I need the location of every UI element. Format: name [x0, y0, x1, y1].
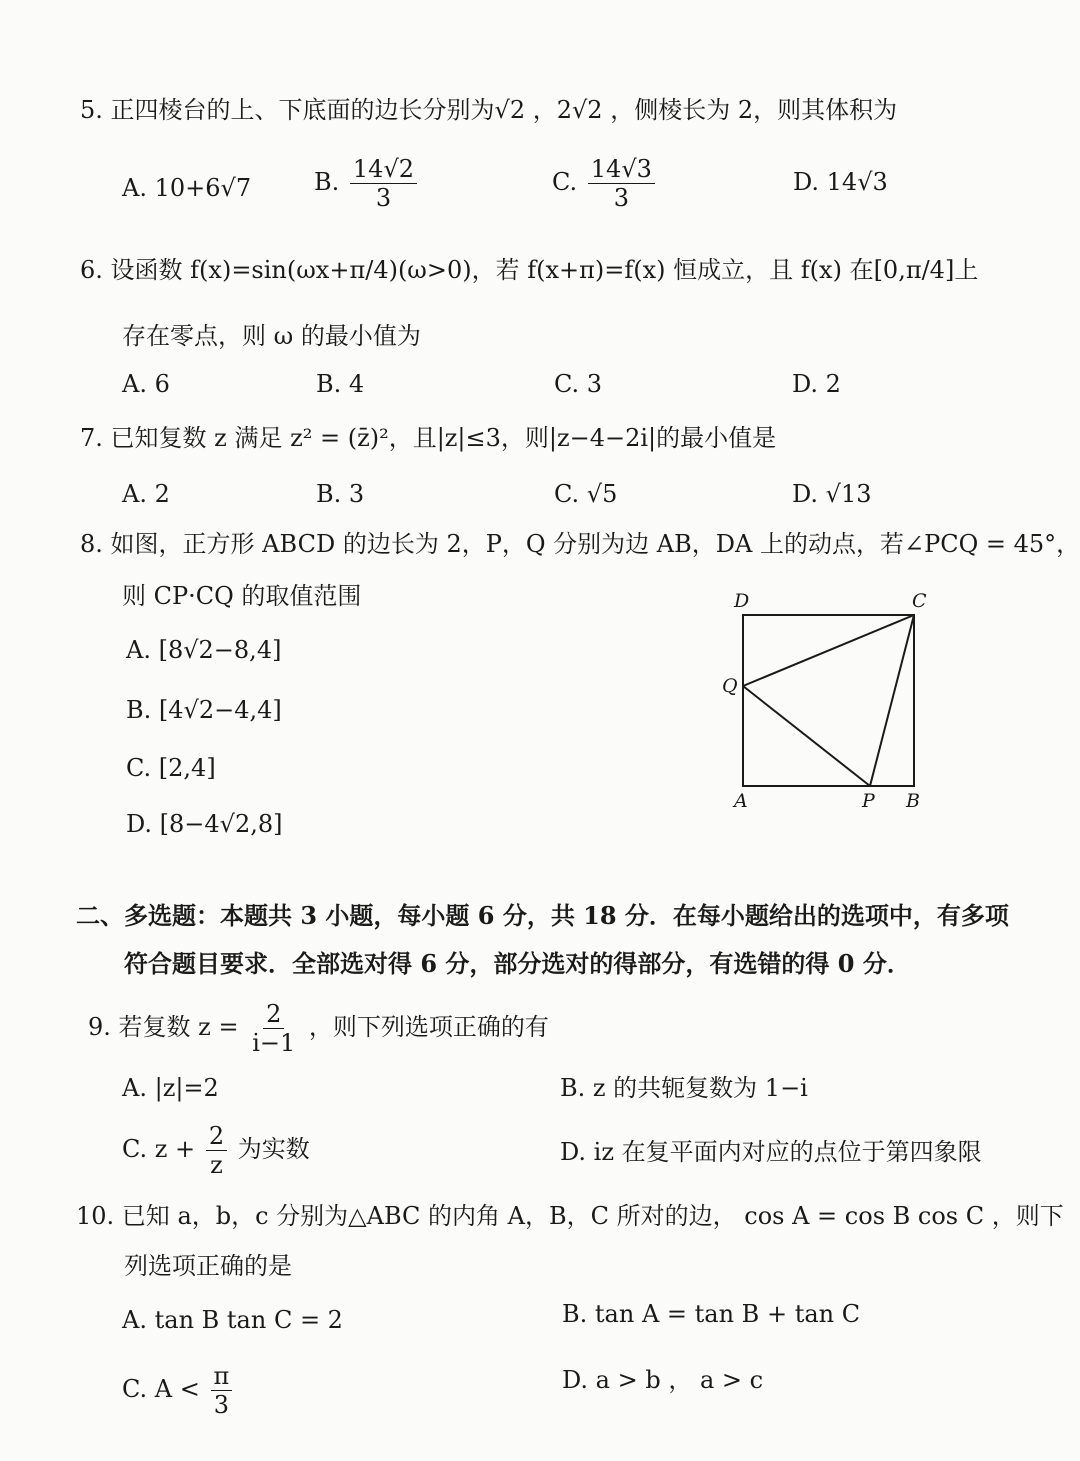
option-value: [2,4] [158, 754, 216, 782]
fraction [211, 1362, 233, 1419]
option-label: D. [792, 480, 819, 508]
option-value: [4√2−4,4] [158, 696, 282, 724]
q6-option-d [792, 368, 841, 400]
q6-option-c [554, 368, 602, 400]
label-a: A [734, 790, 748, 812]
segment-qc [743, 615, 914, 686]
label-p: P [862, 790, 875, 812]
option-label: B. [560, 1074, 586, 1102]
q7-option-b [316, 478, 364, 510]
option-value: 3 [586, 370, 603, 398]
fraction-denominator: i−1 [252, 1029, 296, 1057]
option-value: z 的共轭复数为 1−i [592, 1074, 808, 1102]
q9-stem-pre: 若复数 z = [118, 1013, 239, 1041]
option-label: A. [122, 480, 147, 508]
option-value: z + [154, 1135, 196, 1163]
fraction-denominator: 3 [613, 184, 629, 212]
fraction [206, 1122, 227, 1179]
option-value: a > b ， a > c [595, 1366, 764, 1394]
option-label: D. [126, 810, 153, 838]
option-value: 为实数 [237, 1135, 310, 1163]
option-label: C. [554, 480, 580, 508]
fraction [350, 155, 417, 212]
option-label: B. [562, 1300, 588, 1328]
option-label: C. [554, 370, 580, 398]
q8-option-b [126, 694, 282, 726]
q7-stem: 已知复数 z 满足 z² = (z̄)²，且|z|≤3，则|z−4−2i|的最小值是 [110, 424, 777, 452]
option-label: B. [126, 696, 152, 724]
q10-number: 10. [76, 1202, 115, 1230]
q5-number: 5. [80, 96, 103, 124]
fraction [588, 155, 655, 212]
fraction-denominator: z [210, 1151, 223, 1179]
q7-option-c [554, 478, 617, 510]
q6-number: 6. [80, 256, 103, 284]
option-value: A < [154, 1375, 200, 1403]
q6-stem-1: 设函数 f(x)=sin(ωx+π/4)(ω>0)，若 f(x+π)=f(x) 恒成立，且 f(x) 在[0,π/4]上 [110, 256, 979, 284]
option-value: iz 在复平面内对应的点位于第四象限 [593, 1138, 982, 1166]
q8-option-c [126, 752, 216, 784]
option-label: C. [126, 754, 152, 782]
q7-number: 7. [80, 424, 103, 452]
q6-option-a [122, 368, 170, 400]
q10-stem-line-1 [76, 1200, 1064, 1232]
q5-option-a [122, 172, 251, 204]
q10-option-b [562, 1298, 860, 1330]
q9-number: 9. [88, 1013, 111, 1041]
option-value: tan A = tan B + tan C [594, 1300, 861, 1328]
option-value: [8√2−8,4] [158, 636, 282, 664]
label-d: D [734, 590, 750, 612]
label-c: C [912, 590, 927, 612]
q5-stem-line [80, 94, 897, 126]
fraction-numerator: 2 [206, 1122, 227, 1151]
option-label: C. [122, 1375, 148, 1403]
option-label: A. [126, 636, 151, 664]
segment-qp [743, 686, 870, 786]
q9-option-c [122, 1122, 310, 1179]
q9-stem-post: ，则下列选项正确的有 [308, 1013, 549, 1041]
q5-stem: 正四棱台的上、下底面的边长分别为√2 ，2√2 ，侧棱长为 2，则其体积为 [110, 96, 898, 124]
q5-option-d [793, 166, 888, 198]
q10-option-c [122, 1362, 235, 1419]
q10-option-d [562, 1364, 763, 1396]
section2-heading-1: 二、多选题：本题共 3 小题，每小题 6 分，共 18 分．在每小题给出的选项中，有多项 [76, 901, 1009, 930]
option-label: A. [122, 1306, 147, 1334]
option-label: C. [122, 1135, 148, 1163]
square-abcd [743, 615, 914, 786]
fraction [249, 1000, 298, 1057]
q8-stem-line-1 [80, 528, 1080, 560]
option-label: A. [122, 1074, 147, 1102]
q6-stem-line-2: 存在零点，则 ω 的最小值为 [122, 322, 421, 350]
option-label: D. [793, 168, 820, 196]
fraction-numerator: 14√3 [588, 155, 655, 184]
option-value: |z|=2 [154, 1074, 219, 1102]
q9-stem-line [88, 1000, 549, 1057]
option-label: B. [316, 370, 342, 398]
q8-option-a [126, 634, 281, 666]
option-value: tan B tan C = 2 [154, 1306, 343, 1334]
fraction-numerator: 2 [263, 1000, 284, 1029]
q6-stem-line-1 [80, 254, 978, 286]
segment-cp [870, 615, 914, 786]
q6-option-b [316, 368, 364, 400]
q10-stem-1: 已知 a，b，c 分别为△ABC 的内角 A，B，C 所对的边， cos A = cos B cos C ，则下 [121, 1202, 1064, 1230]
q5-option-b [314, 155, 420, 212]
section2-heading-2: 符合题目要求．全部选对得 6 分，部分选对的得部分，有选错的得 0 分． [124, 949, 911, 978]
q5-option-c [552, 155, 658, 212]
option-value: 2 [154, 480, 170, 508]
option-value: 6 [154, 370, 170, 398]
label-b: B [906, 790, 920, 812]
option-label: D. [560, 1138, 587, 1166]
q9-option-b [560, 1072, 808, 1104]
q9-option-d [560, 1136, 982, 1168]
option-label: B. [314, 168, 340, 196]
option-value: 3 [348, 480, 365, 508]
q8-stem-line-2: 则 CP·CQ 的取值范围 [122, 582, 362, 610]
option-label: A. [122, 174, 147, 202]
q10-stem-line-2: 列选项正确的是 [124, 1252, 292, 1280]
label-q: Q [722, 675, 738, 697]
option-value: [8−4√2,8] [159, 810, 283, 838]
fraction-denominator: 3 [213, 1391, 230, 1419]
q8-stem-1: 如图，正方形 ABCD 的边长为 2，P，Q 分别为边 AB，DA 上的动点，若∠PCQ = 45°， [110, 530, 1080, 558]
q9-option-a [122, 1072, 219, 1104]
option-value: 10+6√7 [154, 174, 252, 202]
option-label: D. [562, 1366, 589, 1394]
option-label: D. [792, 370, 819, 398]
q7-option-a [122, 478, 170, 510]
fraction-numerator: 14√2 [350, 155, 417, 184]
fraction-numerator: π [211, 1362, 233, 1391]
option-value: √13 [825, 480, 872, 508]
q8-number: 8. [80, 530, 103, 558]
q10-option-a [122, 1304, 343, 1336]
fraction-denominator: 3 [375, 184, 392, 212]
q7-stem-line [80, 422, 776, 454]
option-label: C. [552, 168, 578, 196]
option-label: B. [316, 480, 342, 508]
q8-option-d [126, 808, 283, 840]
option-value: √5 [586, 480, 618, 508]
q7-option-d [792, 478, 872, 510]
option-value: 2 [825, 370, 841, 398]
option-value: 4 [348, 370, 365, 398]
option-label: A. [122, 370, 147, 398]
option-value: 14√3 [826, 168, 888, 196]
q8-square-figure [710, 585, 950, 815]
